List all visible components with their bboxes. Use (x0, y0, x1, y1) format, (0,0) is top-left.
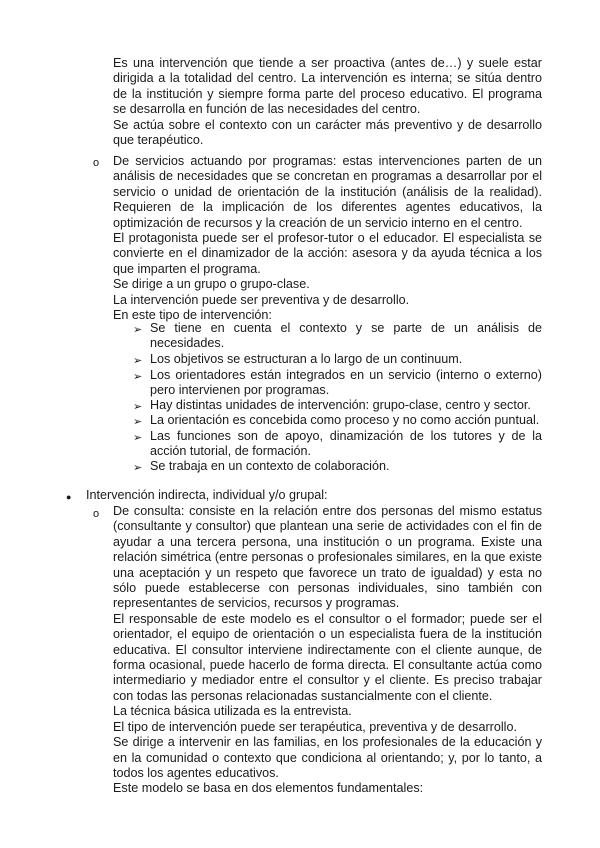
programas-block (113, 154, 542, 323)
arrow-bullet-icon: ➢ (133, 416, 143, 428)
intro-block (113, 56, 542, 148)
programas-paragraph: La intervención puede ser preventiva y de desarrollo. (113, 292, 410, 307)
bullet-dot-icon: ● (66, 492, 72, 502)
consulta-paragraph: Este modelo se basa en dos elementos fundamentales: (113, 781, 424, 796)
arrow-bullet-icon: ➢ (133, 462, 143, 474)
arrow-bullet-icon: ➢ (133, 355, 143, 367)
intro-paragraph: Es una intervención que tiende a ser proactiva (antes de…) y suele estar dirigida a la totalidad del centro. La intervención es interna; se sitúa dentro de la institución y siempre forma parte del proceso educativo. El programa se desarrolla en función de las necesidades del centro. (113, 56, 542, 117)
arrow-bullet-icon: ➢ (133, 401, 143, 413)
section-heading: Intervención indirecta, individual y/o grupal: (86, 488, 328, 502)
sub-bullet-marker: o (93, 508, 100, 520)
consulta-paragraph: De consulta: consiste en la relación entre dos personas del mismo estatus (consultante y consultor) que plantean una serie de actividades con el fin de ayudar a una tercera persona, una institución o un programa. Existe una relación simétrica (entre personas o profesionales similares, en la que existe una aceptación y un respeto que favorece un trato de igualdad) y esta no sólo puede establecerse con personas individuales, sino también con representantes de servicios, recursos y programas. (113, 504, 542, 611)
consulta-paragraph: El tipo de intervención puede ser terapéutica, preventiva y de desarrollo. (113, 719, 517, 734)
arrow-bullet-item: Las funciones son de apoyo, dinamización de los tutores y de la acción tutorial, de formación. (150, 429, 542, 459)
arrow-bullet-item: La orientación es concebida como proceso y no como acción puntual. (150, 413, 540, 427)
intro-paragraph: Se actúa sobre el contexto con un carácter más preventivo y de desarrollo que terapéutico. (113, 117, 542, 148)
arrow-bullet-icon: ➢ (133, 324, 143, 336)
sub-bullet-marker: o (93, 157, 100, 169)
consulta-paragraph: La técnica básica utilizada es la entrevista. (113, 704, 352, 719)
arrow-bullet-icon: ➢ (133, 371, 143, 383)
consulta-block (113, 504, 542, 797)
arrow-bullet-item: Los orientadores están integrados en un servicio (interno o externo) pero intervienen por programas. (150, 368, 542, 398)
consulta-paragraph: El responsable de este modelo es el consultor o el formador; puede ser el orientador, el equipo de orientación o un especialista fuera de la institución educativa. El consultor interviene indirectamente con el cliente aunque, de forma ocasional, puede hacerlo de forma directa. El consultante actúa como intermediario y mediador entre el consultor y el cliente. Es preciso trabajar con todas las personas relacionadas sustancialmente con el cliente. (113, 611, 542, 703)
arrow-bullet-item: Se trabaja en un contexto de colaboración. (150, 459, 390, 473)
programas-paragraph: En este tipo de intervención: (113, 308, 272, 323)
arrow-bullet-item: Se tiene en cuenta el contexto y se parte de un análisis de necesidades. (150, 321, 542, 351)
programas-paragraph: El protagonista puede ser el profesor-tutor o el educador. El especialista se convierte en el dinamizador de la acción: asesora y da ayuda técnica a los que imparten el programa. (113, 231, 542, 276)
programas-paragraph: Se dirige a un grupo o grupo-clase. (113, 277, 310, 292)
arrow-bullet-item: Los objetivos se estructuran a lo largo de un continuum. (150, 352, 463, 366)
programas-paragraph: De servicios actuando por programas: estas intervenciones parten de un análisis de necesidades que se concretan en programas a desarrollar por el servicio o unidad de orientación de la institución (análisis de la realidad). Requieren de la implicación de los diferentes agentes educativos, la optimización de recursos y la creación de un servicio interno en el centro. (113, 154, 542, 230)
consulta-paragraph: Se dirige a intervenir en las familias, en los profesionales de la educación y en la comunidad o contexto que condiciona al orientando; y, por lo tanto, a todos los agentes educativos. (113, 735, 542, 780)
arrow-bullet-icon: ➢ (133, 432, 143, 444)
arrow-bullet-item: Hay distintas unidades de intervención: grupo-clase, centro y sector. (150, 398, 531, 412)
